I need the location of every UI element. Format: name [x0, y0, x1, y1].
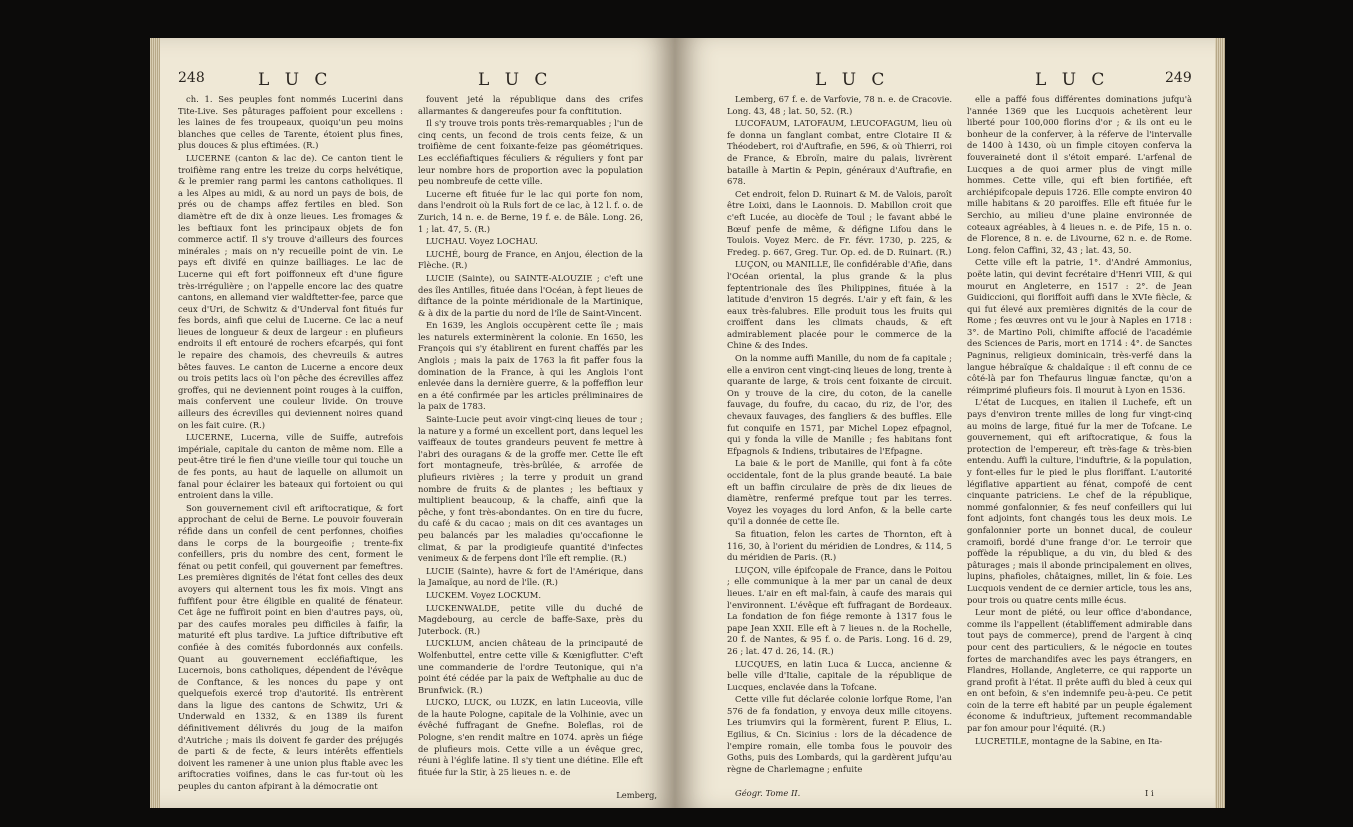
paragraph: LUCHAU. Voyez LOCHAU. [426, 236, 538, 247]
paragraph: LUCERNE, Lucerna, ville de Suiffe, autrefois impériale, capitale du canton de même nom. Elle a peut-être tiré le fien d'une vieille tour qui touche un de fes ponts, au haut de laquelle on allumoit un fanal pour éclairer les bateaux qui fortoient ou qui entroient dans la ville. [178, 432, 403, 501]
right-page-number: 249 [1165, 70, 1192, 86]
paragraph: LUCKO, LUCK, ou LUZK, en latin Luceovia, ville de la haute Pologne, capitale de la Volhinie, avec un évêché fuffragant de Gnefne. Boleflas, roi de Pologne, s'en rendit maître en 1074. après un fiége de plufieurs mois. Cette ville a un évêque grec, réuni à l'églife latine. Il s'y tient une diétine. Elle eft fituée fur la Stir, à 25 lieues n. e. de [418, 697, 643, 777]
right-page-header [675, 70, 1215, 92]
left-headword-col2: L U C [478, 70, 553, 90]
right-page-column-2 [967, 94, 1192, 774]
paragraph: Cet endroit, felon D. Ruinart & M. de Valois, paroît être Loixi, dans le Laonnois. D. Mabillon croit que c'eft Lucée, au diocèfe de Toul ; le favant abbé le Bœuf penfe de même, & défigne Lifou dans le Toulois. Voyez Merc. de Fr. févr. 1730, p. 225, & Fredeg. p. 667, Greg. Tur. Op. ed. de D. Ruinart. (R.) [727, 188, 952, 257]
paragraph: Leur mont de piété, ou leur office d'abondance, comme ils l'appellent (établiffement admirable dans tout pays de commerce), prend de l'argent à cinq pour cent des particuliers, & le négocie en toutes fortes de marchandifes avec les pays étrangers, en Flandres, Hollande, Angleterre, ce qui rapporte un grand profit à l'état. Il prête auffi du bled à ceux qui en ont befoin, & s'en indemnife peu-à-peu. Ce petit coin de la terre eft habité par un peuple également économe & induftrieux, juftement recommandable par fon amour pour l'équité. (R.) [967, 607, 1192, 734]
left-page [160, 38, 675, 808]
right-page-column-1 [727, 94, 952, 774]
paragraph: LUCKENWALDE, petite ville du duché de Magdebourg, au cercle de baffe-Saxe, près du Juterbock. (R.) [418, 602, 643, 636]
paragraph: LUCERNE (canton & lac de). Ce canton tient le troifième rang entre les treize du corps helvétique, & le premier rang parmi les cantons catholiques. Il a les Alpes au midi, & au nord un pays de bois, de prés ou de champs affez fertiles en bled. Son diamètre eft de dix à onze lieues. Les fromages & les beftiaux font les principaux objets de fon commerce actif. Il s'y trouve d'ailleurs des fources minérales ; mais on n'y recueille point de vin. Le pays eft divifé en quinze bailliages. Le lac de Lucerne qui eft fort poiffonneux eft d'une figure très-irrégulière ; on l'appelle encore lac des quatre cantons, en allemand vier waldftetter-fee, parce que ceux d'Uri, de Schwitz & d'Underval font fitués fur fes bords, ainfi que celui de Lucerne. Ce lac a neuf lieues de longueur & deux de largeur : en plufieurs endroits il eft entouré de rochers efcarpés, qui font le repaire des chamois, des chevreuils & autres bêtes fauves. Le canton de Lucerne a encore deux ou trois petits lacs où l'on pêche des écrevilles affez groffes, qui ne deviennent point rouges à la cuiffon, mais confervent une couleur livide. On trouve ailleurs des écrevilles qui deviennent noires quand on les fait cuire. (R.) [178, 152, 403, 430]
volume-footer: Géogr. Tome II. [735, 788, 801, 798]
left-page-header [160, 70, 675, 92]
left-page-column-1 [178, 94, 403, 794]
paragraph: L'état de Lucques, en italien il Luchefe, eft un pays d'environ trente milles de long fur vingt-cinq au moins de large, fitué fur la mer de Tofcane. Le gouvernement, qui eft ariftocratique, & fous la protection de l'empereur, eft très-fage & très-bien entendu. Auffi la culture, l'induftrie, & la population, y font-elles fur le pied le plus floriffant. L'autorité légiflative appartient au fénat, compofé de cent cinquante patriciens. Le chef de la république, nommé gonfalonnier, & fes neuf confeillers qui lui font adjoints, font changés tous les deux mois. Le gonfalonnier porte un bonnet ducal, de couleur cramoifi, bordé d'une frange d'or. Le terroir que poffède la république, a du vin, du bled & des pâturages ; mais il abonde principalement en olives, lupins, phafioles, châtaignes, millet, lin & foie. Les Lucquois vendent de ce dernier article, tous les ans, pour trois ou quatre cents mille écus. [967, 397, 1192, 605]
paragraph: LUCKEM. Voyez LOCKUM. [426, 589, 542, 600]
paragraph: Il s'y trouve trois ponts très-remarquables ; l'un de cinq cents, un fecond de trois cents feize, & un troifième de cent foixante-feize pas géométriques. Les eccléfiaftiques féculiers & réguliers y font par leur nombre hors de proportion avec la population peu nombreufe de cette ville. [418, 118, 643, 187]
paragraph: On la nomme auffi Manille, du nom de fa capitale ; elle a environ cent vingt-cinq lieues de long, trente à quarante de large, & trois cent foixante de circuit. On y trouve de la cire, du coton, de la canelle fauvage, du foufre, du cacao, du riz, de l'or, des chevaux fauvages, des fangliers & des buffles. Elle fut conquife en 1571, par Michel Lopez efpagnol, qui y fonda la ville de Manille ; fes habitans font Efpagnols & Indiens, tributaires de l'Efpagne. [727, 353, 952, 456]
right-headword-col1: L U C [815, 70, 890, 90]
signature-mark: I i [1145, 788, 1154, 798]
paragraph: LUÇON, ou MANILLE, île confidérable d'Afie, dans l'Océan oriental, la plus grande & la plus feptentrionale des îles Philippines, fituée à la latitude d'environ 15 degrés. L'air y eft fain, & les eaux très-falubres. Elle produit tous les fruits qui croiffent dans les climats chauds, & eft admirablement placée pour le commerce de la Chine & des Indes. [727, 259, 952, 351]
paragraph: LUÇON, ville épifcopale de France, dans le Poitou ; elle communique à la mer par un canal de deux lieues. L'air en eft mal-fain, à caufe des marais qui l'environnent. L'évêque eft fuffragant de Bordeaux. La fondation de fon fiége remonte à 1317 fous le pape Jean XXII. Elle eft à 7 lieues n. de la Rochelle, 20 f. de Nantes, & 95 f. o. de Paris. Long. 16 d. 29, 26 ; lat. 47 d. 26, 14. (R.) [727, 564, 952, 656]
paragraph: La baie & le port de Manille, qui font à fa côte occidentale, font de la plus grande beauté. La baie eft un baffin circulaire de près de dix lieues de diamètre, renfermé prefque tout par les terres. Voyez les voyages du lord Anfon, & la belle carte qu'il a donnée de cette île. [727, 458, 952, 527]
paragraph: ch. 1. Ses peuples font nommés Lucerini dans Tite-Live. Ses pâturages paffoient pour excellens : les laines de fes troupeaux, quoiqu'un peu moins blanches que celles de Tarente, étoient plus fines, plus douces & plus eftimées. (R.) [178, 94, 403, 151]
paragraph: LUCQUES, en latin Luca & Lucca, ancienne & belle ville d'Italie, capitale de la république de Lucques, enclavée dans la Tofcane. [727, 658, 952, 692]
paragraph: Sainte-Lucie peut avoir vingt-cinq lieues de tour ; la nature y a formé un excellent port, dans lequel les vaiffeaux de toutes grandeurs peuvent fe mettre à l'abri des ouragans & de la groffe mer. Cette île eft fort montagneufe, très-brûlée, & arrofée de plufieurs rivières ; la terre y produit un grand nombre de fruits & de plantes ; les beftiaux y multiplient beaucoup, & la chaffe, ainfi que la pêche, y font très-abondantes. On en tire du fucre, du café & du cacao ; mais on dit ces avantages un peu balancés par les maladies qu'occafionne le climat, & par la prodigieufe quantité d'infectes venimeux & de ferpens dont l'île eft remplie. (R.) [418, 414, 643, 564]
paragraph: LUCIE (Sainte), ou SAINTE-ALOUZIE ; c'eft une des îles Antilles, fituée dans l'Océan, à fept lieues de diftance de la pointe méridionale de la Martinique, & à dix de la partie du nord de l'île de Saint-Vincent. [418, 272, 643, 318]
left-headword-col1: L U C [258, 70, 333, 90]
paragraph: Sa fituation, felon les cartes de Thornton, eft à 116, 30, à l'orient du méridien de Londres, & 114, 5 du méridien de Paris. (R.) [727, 528, 952, 563]
left-page-number: 248 [178, 70, 205, 86]
right-page [675, 38, 1215, 808]
paragraph: LUCOFAUM, LATOFAUM, LEUCOFAGUM, lieu où fe donna un fanglant combat, entre Clotaire II & Théodebert, roi d'Auftrafie, en 596, & où Thierri, roi de France, & Ebroïn, maire du palais, livrèrent bataille à Martin & Pepin, généraux d'Auftrafie, en 678. [727, 118, 952, 187]
paragraph: LUCRETILE, montagne de la Sabine, en Ita- [975, 735, 1163, 746]
paragraph: Cette ville eft la patrie, 1°. d'André Ammonius, poëte latin, qui devint fecrétaire d'Henri VIII, & qui mourut en Angleterre, en 1517 : 2°. de Jean Guidiccioni, qui floriffoit auffi dans le XVIe fiècle, & qui fut élevé aux premières dignités de la cour de Rome ; fes œuvres ont vu le jour à Naples en 1718 : 3°. de Martino Poli, chimifte affocié de l'académie des Sciences de Paris, mort en 1714 : 4°. de Sanctes Pagninus, religieux dominicain, très-verfé dans la langue hébraïque & chaldaïque : il eft connu de ce côté-là par fon Thefaurus linguæ fanctæ, qu'on a réimprimé plufieurs fois. Il mourut à Lyon en 1536. [967, 257, 1192, 395]
paragraph: Lucerne eft fituée fur le lac qui porte fon nom, dans l'endroit où la Ruls fort de ce lac, à 12 l. f. o. de Zurich, 14 n. e. de Berne, 19 f. e. de Bâle. Long. 26, 1 ; lat. 47, 5. (R.) [418, 188, 643, 234]
paragraph: Son gouvernement civil eft ariftocratique, & fort approchant de celui de Berne. Le pouvoir fouverain réfide dans un confeil de cent perfonnes, choifies dans le corps de la bourgeoifie ; trente-fix confeillers, pris du nombre des cent, forment le fénat ou petit confeil, qui gouvernent par femeftres. Les premières dignités de l'état font celles des deux avoyers qui alternent tous les fix mois. Vingt ans fuffifent pour être éligible en qualité de fénateur. Cet âge ne fuffiroit point en bien d'autres pays, où, par des caufes morales peu difficiles à faifir, la maturité eft plus tardive. La juftice diftributive eft confiée à des comités fubordonnés aux confeils. Quant au gouvernement eccléfiaftique, les Lucernois, bons catholiques, dépendent de l'évêque de Conftance, & les nonces du pape y ont quelquefois exercé trop d'autorité. Ils entrèrent dans la ligue des cantons de Schwitz, Uri & Underwald en 1332, & en 1389 ils furent définitivement délivrés du joug de la maifon d'Autriche ; mais ils doivent fe garder des préjugés de parti & de fecte, & leurs intérêts effentiels doivent les ramener à une union plus ftable avec les ariftocraties voifines, dans le cas fur-tout où les peuples du canton afpirant à la démocratie ont [178, 502, 403, 792]
paragraph: elle a paffé fous différentes dominations jufqu'à l'année 1369 que les Lucquois achetèrent leur liberté pour 100,000 florins d'or ; & ils ont eu le bonheur de la conferver, à la réferve de l'intervalle de 1400 à 1430, où un fimple citoyen conferva la fouveraineté dont il s'étoit emparé. L'arfenal de Lucques a de quoi armer plus de vingt mille hommes. Cette ville, qui eft bien fortifiée, eft archiépifcopale depuis 1726. Elle compte environ 40 mille habitans & 20 paroiffes. Elle eft fituée fur le Serchio, au milieu d'une plaine environnée de coteaux agréables, à 4 lieues n. e. de Pife, 15 n. o. de Florence, 8 n. e. de Livourne, 62 n. e. de Rome. Long. felon Caffini, 32, 43 ; lat. 43, 50. [967, 94, 1192, 255]
right-headword-col2: L U C [1035, 70, 1110, 90]
paragraph: Lemberg, 67 f. e. de Varfovie, 78 n. e. de Cracovie. Long. 43, 48 ; lat. 50, 52. (R.) [727, 94, 952, 116]
paragraph: LUCHÉ, bourg de France, en Anjou, élection de la Flèche. (R.) [418, 248, 643, 271]
right-page-edges [1215, 38, 1225, 808]
paragraph: fouvent jeté la république dans des crifes allarmantes & dangereufes pour fa conftitution. [418, 94, 643, 116]
catchword: Lemberg, [616, 790, 657, 800]
paragraph: Cette ville fut déclarée colonie lorfque Rome, l'an 576 de fa fondation, y envoya deux mille citoyens. Les triumvirs qui la formèrent, furent P. Elius, L. Egilius, & Cn. Sicinius : lors de la décadence de l'empire romain, elle tomba fous le pouvoir des Goths, puis des Lombards, qui la gardèrent jufqu'au règne de Charlemagne ; enfuite [727, 694, 952, 774]
paragraph: En 1639, les Anglois occupèrent cette île ; mais les naturels exterminèrent la colonie. En 1650, les François qui s'y établirent en furent chaffés par les Anglois ; mais la paix de 1763 la fit paffer fous la domination de la France, à qui les Anglois l'ont enlevée dans la dernière guerre, & la poffeffion leur en a été confirmée par les articles préliminaires de la paix de 1783. [418, 320, 643, 412]
paragraph: LUCKLUM, ancien château de la principauté de Wolfenbuttel, entre cette ville & Kœnigflutter. C'eft une commanderie de l'ordre Teutonique, qui n'a point été cédée par la paix de Weftphalie au duc de Brunfwick. (R.) [418, 638, 643, 695]
left-page-column-2 [418, 94, 643, 794]
paragraph: LUCIE (Sainte), havre & fort de l'Amérique, dans la Jamaïque, au nord de l'île. (R.) [418, 565, 643, 588]
left-page-edges [150, 38, 160, 808]
